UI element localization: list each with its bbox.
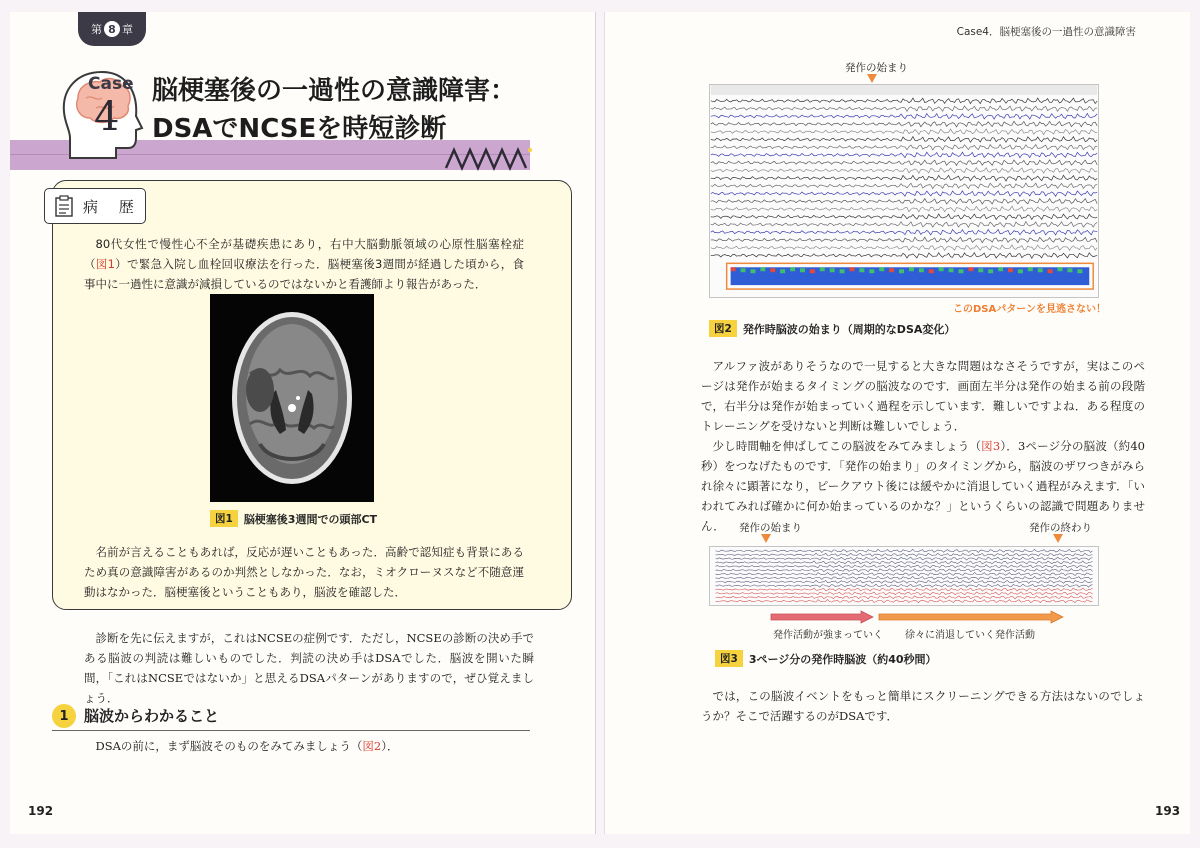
- dsa-band: [800, 268, 805, 272]
- dsa-band: [810, 269, 815, 273]
- chapter-suffix: 章: [122, 23, 133, 36]
- dsa-band: [958, 269, 963, 273]
- dsa-band: [760, 267, 765, 271]
- dsa-band: [840, 269, 845, 273]
- title-line-2: DSAでNCSEを時短診断: [152, 114, 447, 144]
- dsa-band: [859, 268, 864, 272]
- dsa-band: [780, 269, 785, 273]
- dsa-band: [1067, 268, 1072, 272]
- fig3-arrow1-label: 発作活動が強まっていく: [773, 630, 883, 641]
- history-paragraph-1: [84, 234, 524, 294]
- dsa-band: [949, 268, 954, 272]
- right-paragraph-1: アルファ波がありそうなので一見すると大きな問題はなさそうですが，実はこのページは発作が始まるタイミングの脳波なのです．画面左半分は発作の始まる前の段階で，右半分は発作が始まっていく過程を示しています．難しいですよね．ある程度のトレーニングを受けないと判断は難しいでしょう．: [701, 359, 1145, 433]
- fig2-dsa-note: このDSAパターンを見逃さない！: [953, 304, 1107, 315]
- dsa-band: [1038, 268, 1043, 272]
- page-title: [152, 72, 516, 148]
- fig3-progress-arrows: [769, 610, 1065, 624]
- fig1-badge: 図1: [210, 510, 238, 527]
- left-page: [10, 12, 596, 834]
- fig2-ref: 図2: [362, 739, 382, 753]
- ct-scan-image: [210, 294, 374, 502]
- title-line-1: 脳梗塞後の一過性の意識障害：: [152, 76, 517, 106]
- dsa-band: [750, 269, 755, 273]
- dsa-band: [978, 268, 983, 272]
- body-paragraph: 診断を先に伝えますが，これはNCSEの症例です．ただし，NCSEの診断の決め手である脳波の判読は難しいものでした．判読の決め手はDSAでした．脳波を開いた瞬間，「これはNCSEではないか」と思えるDSAパターンがありますので，ぜひ覚えましょう．: [84, 631, 534, 705]
- history-tag: [44, 188, 146, 224]
- fig3-onset-label: 発作の始まり: [739, 522, 802, 534]
- dsa-band: [1018, 269, 1023, 273]
- dsa-band: [820, 267, 825, 271]
- fig2-badge: 図2: [709, 320, 737, 337]
- right-para2-text-b: ）．3ページ分の脳波（約40秒）をつなげたものです．「発作の始まり」のタイミングから，脳波のザワつきがみられ徐々に顕著になり，ピークアウト後には緩やかに消退していく過程がみえます．「いわれてみれば確かに何か始まっているのかな？」というくらいの認識で問題ありません．: [701, 439, 1145, 533]
- section-title: 脳波からわかること: [84, 707, 220, 725]
- fig3-badge: 図3: [715, 650, 743, 667]
- page-number-left: 192: [28, 804, 54, 818]
- chapter-number: 8: [104, 21, 120, 37]
- section-para-end: ）．: [381, 739, 399, 753]
- dsa-band: [1028, 267, 1033, 271]
- right-paragraph-3: では，この脳波イベントをもっと簡単にスクリーニングできる方法はないのでしょうか？そこで活躍するのがDSAです．: [701, 689, 1145, 723]
- fig2-eeg-trace: [709, 84, 1099, 298]
- dsa-band: [731, 267, 736, 271]
- dsa-band: [939, 267, 944, 271]
- fig2-caption: [709, 320, 955, 337]
- dsa-band: [889, 268, 894, 272]
- fig3-arrow2-label: 徐々に消退していく発作活動: [905, 630, 1035, 641]
- dsa-band: [869, 269, 874, 273]
- section-number: 1: [52, 704, 76, 728]
- section-divider: [52, 730, 530, 731]
- history-paragraph-2: 名前が言えることもあれば，反応が遅いこともあった．高齢で認知症も背景にあるため真の意識障害があるのか判然としなかった．なお，ミオクローヌスなど不随意運動はなかった．脳梗塞後ということもあり，脳波を確認した．: [84, 545, 524, 599]
- wave-decoration: [444, 146, 534, 172]
- dsa-band: [850, 267, 855, 271]
- case-number: 4: [94, 94, 120, 140]
- dsa-band: [1048, 269, 1053, 273]
- dsa-band: [899, 269, 904, 273]
- fig2-onset-arrow-icon: [867, 74, 877, 83]
- fig2-caption-text: 発作時脳波の始まり（周期的なDSA変化）: [742, 322, 956, 336]
- fig2-onset-label: 発作の始まり: [845, 62, 908, 74]
- chapter-prefix: 第: [91, 23, 102, 36]
- dsa-band: [1077, 269, 1082, 273]
- dsa-band: [909, 267, 914, 271]
- fig3-end-arrow-icon: [1053, 534, 1063, 543]
- dsa-band: [879, 267, 884, 271]
- fig1-ref: 図1: [95, 257, 115, 271]
- dsa-band: [770, 268, 775, 272]
- case-label: Case: [88, 74, 134, 94]
- dsa-band: [988, 269, 993, 273]
- dsa-band: [998, 267, 1003, 271]
- dsa-band: [919, 268, 924, 272]
- right-page: [604, 12, 1190, 834]
- right-para2-text-a: 少し時間軸を伸ばしてこの脳波をみてみましょう（: [712, 439, 982, 453]
- page-number-right: 193: [1155, 804, 1181, 818]
- fig1-caption: [210, 510, 377, 527]
- dsa-band: [830, 268, 835, 272]
- section-para-text: DSAの前に，まず脳波そのものをみてみましょう（: [95, 739, 363, 753]
- fig3-eeg-trace: [709, 546, 1099, 606]
- fig3-onset-arrow-icon: [761, 534, 771, 543]
- history-para1-text: 80代女性で慢性心不全が基礎疾患にあり，右中大脳動脈領域の心原性脳塞栓症（: [84, 237, 524, 271]
- history-para1-rest: ）で緊急入院し血栓回収療法を行った．脳梗塞後3週間が経過した頃から，食事中に一過性に意識が減損しているのではないかと看護師より報告があった．: [84, 257, 524, 291]
- fig3-end-label: 発作の終わり: [1029, 522, 1092, 534]
- dsa-band: [790, 267, 795, 271]
- dsa-band: [968, 267, 973, 271]
- fig3-caption: [715, 650, 937, 667]
- dsa-band: [1058, 267, 1063, 271]
- history-tag-label: 病 歴: [83, 197, 142, 216]
- dsa-band: [1008, 268, 1013, 272]
- chapter-tab: [78, 12, 146, 46]
- clipboard-icon: [55, 195, 73, 217]
- section-paragraph: [84, 736, 534, 756]
- dsa-band: [741, 268, 746, 272]
- fig1-caption-text: 脳梗塞後3週間での頭部CT: [243, 512, 378, 526]
- running-header: Case4．脳梗塞後の一過性の意識障害: [956, 26, 1136, 38]
- fig3-caption-text: 3ページ分の発作時脳波（約40秒間）: [748, 652, 937, 666]
- fig3-ref: 図3: [981, 439, 1001, 453]
- dsa-band: [929, 269, 934, 273]
